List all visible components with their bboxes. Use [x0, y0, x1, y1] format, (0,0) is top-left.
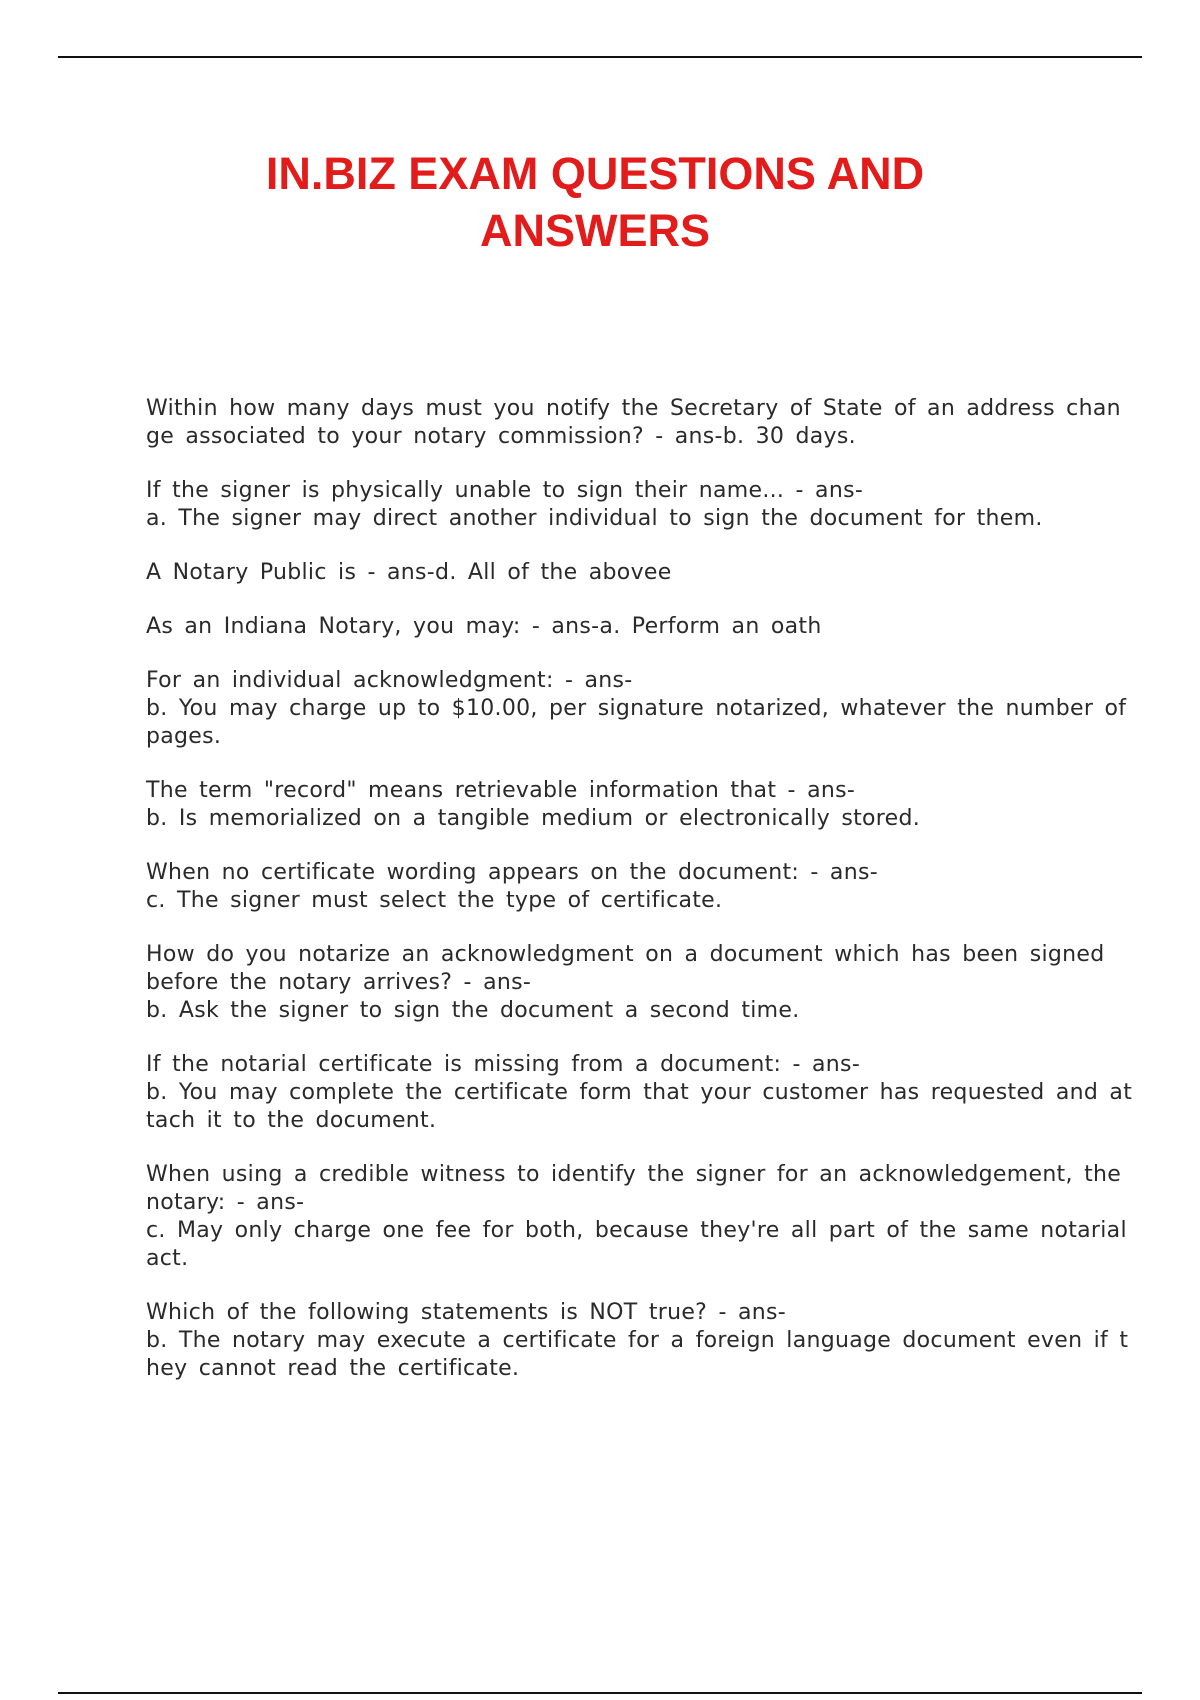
qa-item: [146, 777, 1084, 833]
qa-text-line: If the signer is physically unable to sign their name... - ans-: [146, 478, 864, 503]
qa-item: [146, 395, 1121, 451]
qa-text-line: pages.: [146, 724, 222, 749]
qa-text-line: tach it to the document.: [146, 1108, 437, 1133]
qa-text-line: b. You may complete the certificate form that your customer has requested and at: [146, 1080, 1133, 1105]
qa-text-line: When no certificate wording appears on the document: - ans-: [146, 860, 878, 885]
qa-text-line: b. You may charge up to $10.00, per signature notarized, whatever the number of: [146, 696, 1127, 721]
qa-item: [146, 559, 1084, 587]
title-line-1: IN.BIZ EXAM QUESTIONS AND: [265, 148, 925, 199]
title-line-2: ANSWERS: [479, 205, 710, 256]
qa-item: [146, 1299, 1129, 1383]
qa-text-line: Within how many days must you notify the Secretary of State of an address chan: [146, 396, 1121, 421]
qa-text-line: When using a credible witness to identify the signer for an acknowledgement, the: [146, 1162, 1122, 1187]
qa-text-line: notary: - ans-: [146, 1190, 305, 1215]
qa-text-line: b. Ask the signer to sign the document a second time.: [146, 998, 800, 1023]
qa-text-line: The term "record" means retrievable information that - ans-: [146, 778, 856, 803]
qa-text-line: As an Indiana Notary, you may: - ans-a. Perform an oath: [146, 614, 822, 639]
qa-text-line: If the notarial certificate is missing from a document: - ans-: [146, 1052, 861, 1077]
qa-item: [146, 667, 1127, 751]
bottom-rule: [58, 1692, 1142, 1694]
document-title: [200, 145, 990, 259]
qa-text-line: b. Is memorialized on a tangible medium or electronically stored.: [146, 806, 921, 831]
qa-item: [146, 941, 1105, 1025]
qa-item: [146, 1051, 1133, 1135]
qa-item: [146, 859, 1084, 915]
qa-item: [146, 477, 1084, 533]
qa-text-line: act.: [146, 1246, 189, 1271]
qa-item: [146, 1161, 1127, 1273]
qa-text-line: How do you notarize an acknowledgment on a document which has been signed: [146, 942, 1105, 967]
qa-text-line: hey cannot read the certificate.: [146, 1356, 520, 1381]
qa-text-line: ge associated to your notary commission? - ans-b. 30 days.: [146, 424, 856, 449]
qa-text-line: c. May only charge one fee for both, because they're all part of the same notarial: [146, 1218, 1127, 1243]
qa-text-line: Which of the following statements is NOT true? - ans-: [146, 1300, 787, 1325]
top-rule: [58, 56, 1142, 58]
qa-text-line: c. The signer must select the type of certificate.: [146, 888, 723, 913]
qa-list: [146, 395, 1133, 1409]
qa-item: [146, 613, 1084, 641]
qa-text-line: A Notary Public is - ans-d. All of the abovee: [146, 560, 672, 585]
qa-text-line: For an individual acknowledgment: - ans-: [146, 668, 633, 693]
qa-text-line: a. The signer may direct another individual to sign the document for them.: [146, 506, 1043, 531]
qa-text-line: b. The notary may execute a certificate for a foreign language document even if t: [146, 1328, 1129, 1353]
qa-text-line: before the notary arrives? - ans-: [146, 970, 532, 995]
